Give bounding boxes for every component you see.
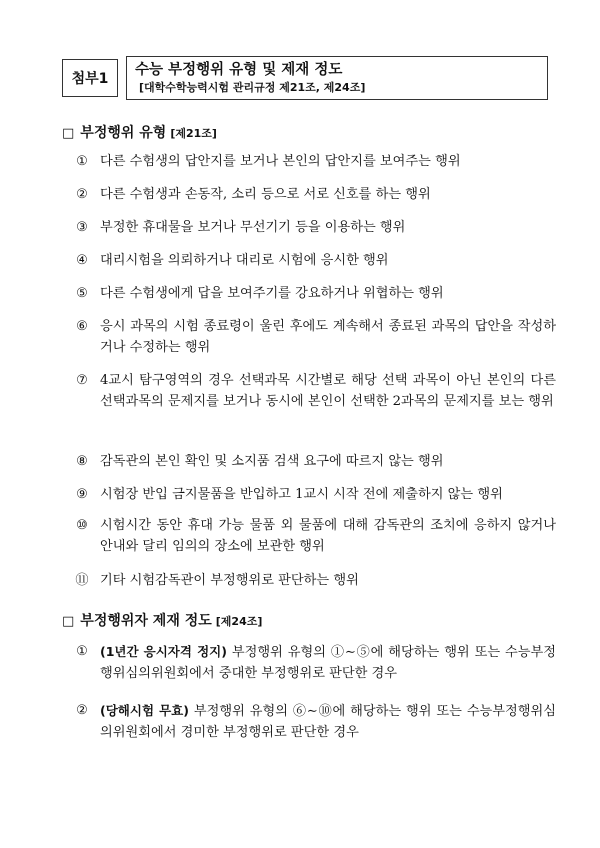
item-number: ⑤ [76,286,88,301]
list-item [72,184,556,205]
checkbox-bullet: □ [62,614,75,629]
item-number: ① [76,154,88,169]
item-number: ② [76,703,88,718]
list-item [72,700,556,743]
item-number: ② [76,187,88,202]
title-box [126,56,548,100]
list-item [72,217,556,238]
list-item [72,641,556,684]
item-number: ⑪ [75,573,89,588]
item-number: ⑨ [76,487,88,502]
item-text: 감독관의 본인 확인 및 소지품 검색 요구에 따르지 않는 행위 [100,454,444,469]
list-item [72,570,556,591]
item-number: ⑦ [76,373,88,388]
sanction-description: 부정행위 유형의 ⑥∼⑩에 해당하는 행위 또는 수능부정행위심의위원회에서 경미한 부정행위로 판단한 경우 [100,704,556,740]
section-title: 부정행위자 제재 정도 [80,613,212,629]
list-item [72,370,556,412]
item-text: 시험장 반입 금지물품을 반입하고 1교시 시작 전에 제출하지 않는 행위 [100,487,503,502]
item-number: ③ [76,220,88,235]
list-item [72,250,556,271]
item-text: 다른 수험생과 손동작, 소리 등으로 서로 신호를 하는 행위 [100,187,431,202]
section-heading-violation-types [62,122,217,142]
item-text: 대리시험을 의뢰하거나 대리로 시험에 응시한 행위 [100,253,389,268]
attachment-tag: 첨부1 [62,59,118,97]
item-text: 응시 과목의 시험 종료령이 울린 후에도 계속해서 종료된 과목의 답안을 작성하거나 수정하는 행위 [100,319,556,355]
section-title: 부정행위 유형 [80,125,167,141]
item-text: 다른 수험생의 답안지를 보거나 본인의 답안지를 보여주는 행위 [100,154,461,169]
item-number: ④ [76,253,88,268]
item-text [100,641,556,684]
list-item [72,515,556,557]
sanction-label: (당해시험 무효) [100,703,189,718]
section-ref: [제21조] [170,127,217,140]
document-title: 수능 부정행위 유형 및 제재 정도 [135,62,343,78]
item-number: ⑩ [76,518,88,533]
section-ref: [제24조] [215,615,263,628]
checkbox-bullet: □ [62,126,75,141]
list-item [72,151,556,172]
sanction-label: (1년간 응시자격 정지) [100,644,227,659]
item-text: 부정한 휴대물을 보거나 무선기기 등을 이용하는 행위 [100,220,406,235]
list-item [72,484,556,505]
item-number: ① [76,644,88,659]
list-item [72,451,556,472]
item-number: ⑥ [76,319,88,334]
item-text: 4교시 탐구영역의 경우 선택과목 시간별로 해당 선택 과목이 아닌 본인의 다른 선택과목의 문제지를 보거나 동시에 본인이 선택한 2과목의 문제지를 보는 행위 [100,373,556,409]
item-text: 기타 시험감독관이 부정행위로 판단하는 행위 [100,573,359,588]
section-heading-sanctions [62,610,262,630]
document-subtitle: [대학수학능력시험 관리규정 제21조, 제24조] [139,81,366,94]
list-item [72,283,556,304]
item-text: 다른 수험생에게 답을 보여주기를 강요하거나 위협하는 행위 [100,286,444,301]
sanction-description: 부정행위 유형의 ①∼⑤에 해당하는 행위 또는 수능부정행위심의위원회에서 중대한 부정행위로 판단한 경우 [100,645,556,681]
item-number: ⑧ [76,454,88,469]
item-text: 시험시간 동안 휴대 가능 물품 외 물품에 대해 감독관의 조치에 응하지 않거나 안내와 달리 임의의 장소에 보관한 행위 [100,518,556,554]
list-item [72,316,556,358]
item-text [100,700,556,743]
document-header [62,56,548,100]
